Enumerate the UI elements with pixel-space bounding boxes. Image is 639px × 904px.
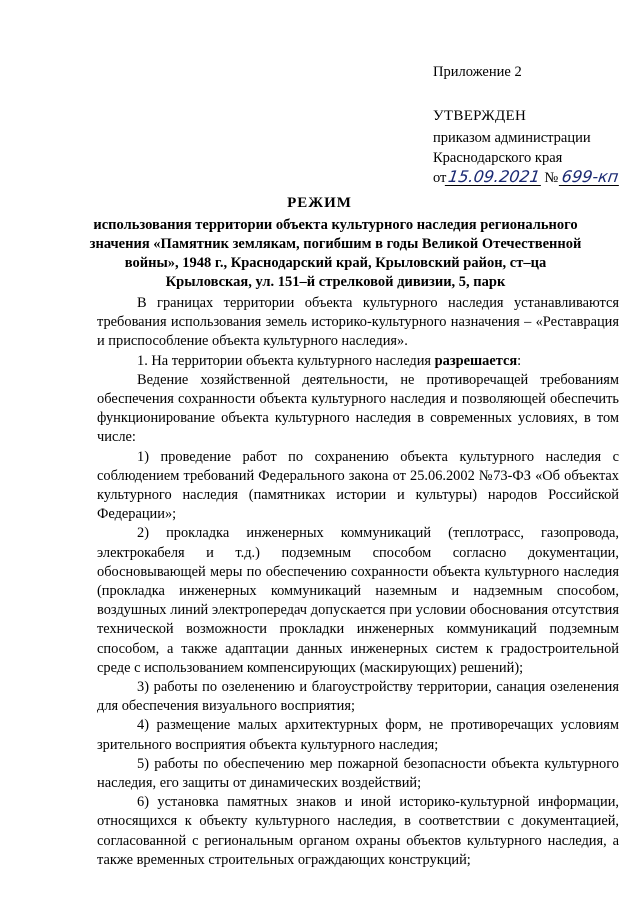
list-item-4: 4) размещение малых архитектурных форм, не противоречащих условиям зрительного восприятия объекта культурного наследия; — [97, 717, 619, 753]
list-item-2: 2) прокладка инженерных коммуникаций (теплотрасс, газопровода, электрокабеля и т.д.) подземным способом согласно документации, обосновывающей меры по обеспечению сохранности объекта культурного наследия (прокладка инженерных коммуникаций наземным и надземным способом, воздушных линий электропередач допускается при условии обоснования отсутствия технической возможности прокладки инженерных коммуникаций подземным способом, а также адаптации данных инженерных систем к градостроительной среде с использованием компенсирующих (маскирующих) решений); — [97, 525, 619, 676]
date-number-line — [433, 168, 633, 188]
list-item-6: 6) установка памятных знаков и иной историко-культурной информации, относящихся к объекту культурного наследия, в соответствии с документацией, согласованной с региональным органом охраны объектов культурного наследия, а также временных строительных ограждающих конструкций; — [97, 794, 619, 868]
handwritten-date: 15.09.2021 — [445, 169, 543, 186]
activity-paragraph: Ведение хозяйственной деятельности, не противоречащей требованиям обеспечения сохранности объекта культурного наследия и позволяющей обеспечить функционирование объекта культурного наследия в современных условиях, в том числе: — [97, 371, 619, 446]
document-subtitle: использования территории объекта культурного наследия регионального значения «Памятник землякам, погибшим в годы Великой Отечественной войны», 1948 г., Краснодарский край, Крыловский район, ст–ца Крыловская, ул. 151–й стрелковой дивизии, 5, парк — [89, 217, 582, 290]
intro-paragraph: В границах территории объекта культурного наследия устанавливаются требования использования земель историко-культурного назначения – «Реставрация и приспособление объекта культурного наследия». — [97, 295, 619, 350]
document-body — [97, 294, 619, 870]
document-title: РЕЖИМ — [287, 195, 352, 211]
section-1-prefix: 1. На территории объекта культурного наследия — [137, 352, 435, 369]
section-1-heading — [97, 352, 619, 371]
date-prefix: от — [433, 170, 447, 186]
list-item-5: 5) работы по обеспечению мер пожарной безопасности объекта культурного наследия, его защиты от динамических воздействий; — [97, 755, 619, 792]
section-1-emphasis: разрешается — [434, 352, 518, 369]
approved-heading: УТВЕРЖДЕН — [433, 108, 527, 124]
handwritten-number: 699-кп — [560, 167, 620, 186]
order-line: приказом администрации — [433, 130, 591, 146]
list-item-3: 3) работы по озеленению и благоустройству территории, санация озеленения для обеспечения визуального восприятия; — [97, 679, 619, 715]
number-prefix: № — [544, 170, 559, 186]
section-1-suffix: : — [517, 352, 522, 369]
list-item-1: 1) проведение работ по сохранению объекта культурного наследия с соблюдением требований Федерального закона от 25.06.2002 №73-ФЗ «Об объектах культурного наследия (памятниках истории и культуры) народов Российской Федерации»; — [97, 448, 619, 523]
region-line: Краснодарского края — [433, 150, 563, 166]
approval-block — [433, 106, 633, 188]
appendix-label: Приложение 2 — [433, 64, 522, 80]
